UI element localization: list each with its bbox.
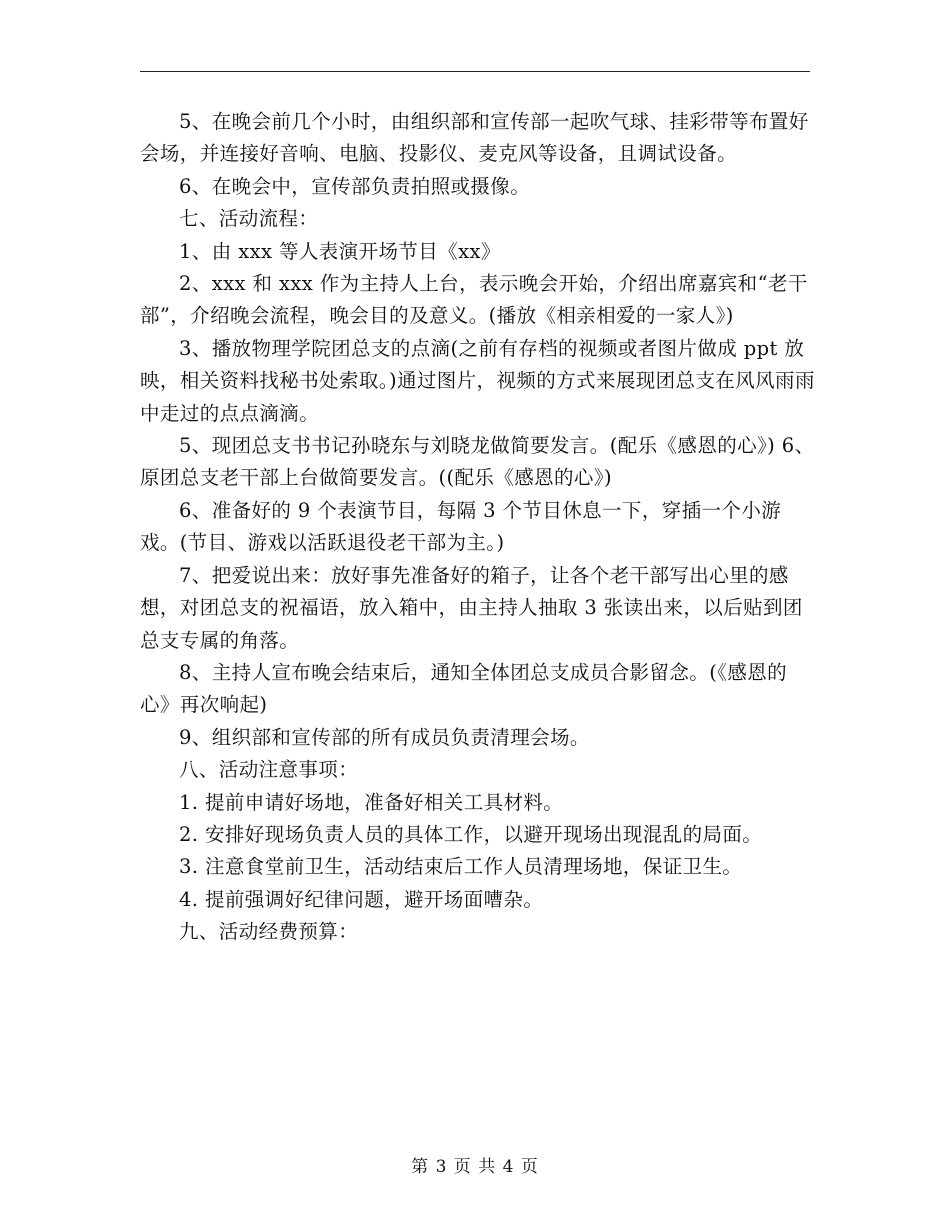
paragraph: 1、由 xxx 等人表演开场节目《xx》 (179, 239, 501, 263)
document-body (140, 106, 815, 949)
page-number: 第 3 页 共 4 页 (411, 1157, 539, 1177)
section-heading: 八、活动注意事项： (179, 758, 359, 782)
paragraph: 7、把爱说出来：放好事先准备好的箱子，让各个老干部写出心里的感想，对团总支的祝福语，放入箱中，由主持人抽取 3 张读出来，以后贴到团总支专属的角落。 (140, 563, 803, 652)
paragraph: 6、准备好的 9 个表演节目，每隔 3 个节目休息一下，穿插一个小游戏。(节目、游戏以活跃退役老干部为主。) (140, 498, 782, 555)
paragraph: 2、xxx 和 xxx 作为主持人上台，表示晚会开始，介绍出席嘉宾和“老干部”，介绍晚会流程，晚会目的及意义。(播放《相亲相爱的一家人》) (140, 272, 808, 328)
paragraph: 6、在晚会中，宣传部负责拍照或摄像。 (179, 174, 531, 198)
paragraph: 3. 注意食堂前卫生，活动结束后工作人员清理场地，保证卫生。 (179, 855, 743, 879)
section-heading: 九、活动经费预算： (179, 920, 359, 944)
paragraph: 1. 提前申请好场地，准备好相关工具材料。 (179, 790, 564, 814)
section-heading: 七、活动流程： (179, 207, 319, 231)
paragraph: 5、在晚会前几个小时，由组织部和宣传部一起吹气球、挂彩带等布置好会场，并连接好音响、电脑、投影仪、麦克风等设备，且调试设备。 (140, 110, 809, 166)
paragraph: 9、组织部和宣传部的所有成员负责清理会场。 (179, 725, 590, 749)
paragraph: 5、现团总支书书记孙晓东与刘晓龙做简要发言。(配乐《感恩的心》) 6、原团总支老干部上台做简要发言。((配乐《感恩的心》) (140, 434, 815, 490)
paragraph: 8、主持人宣布晚会结束后，通知全体团总支成员合影留念。(《感恩的心》再次响起) (140, 660, 788, 717)
header-rule (140, 71, 810, 72)
paragraph: 2. 安排好现场负责人员的具体工作，以避开现场出现混乱的局面。 (179, 822, 763, 846)
paragraph: 4. 提前强调好纪律问题，避开场面嘈杂。 (179, 887, 544, 911)
paragraph: 3、播放物理学院团总支的点滴(之前有存档的视频或者图片做成 ppt 放映，相关资料找秘书处索取。)通过图片，视频的方式来展现团总支在风风雨雨中走过的点点滴滴。 (140, 336, 815, 425)
